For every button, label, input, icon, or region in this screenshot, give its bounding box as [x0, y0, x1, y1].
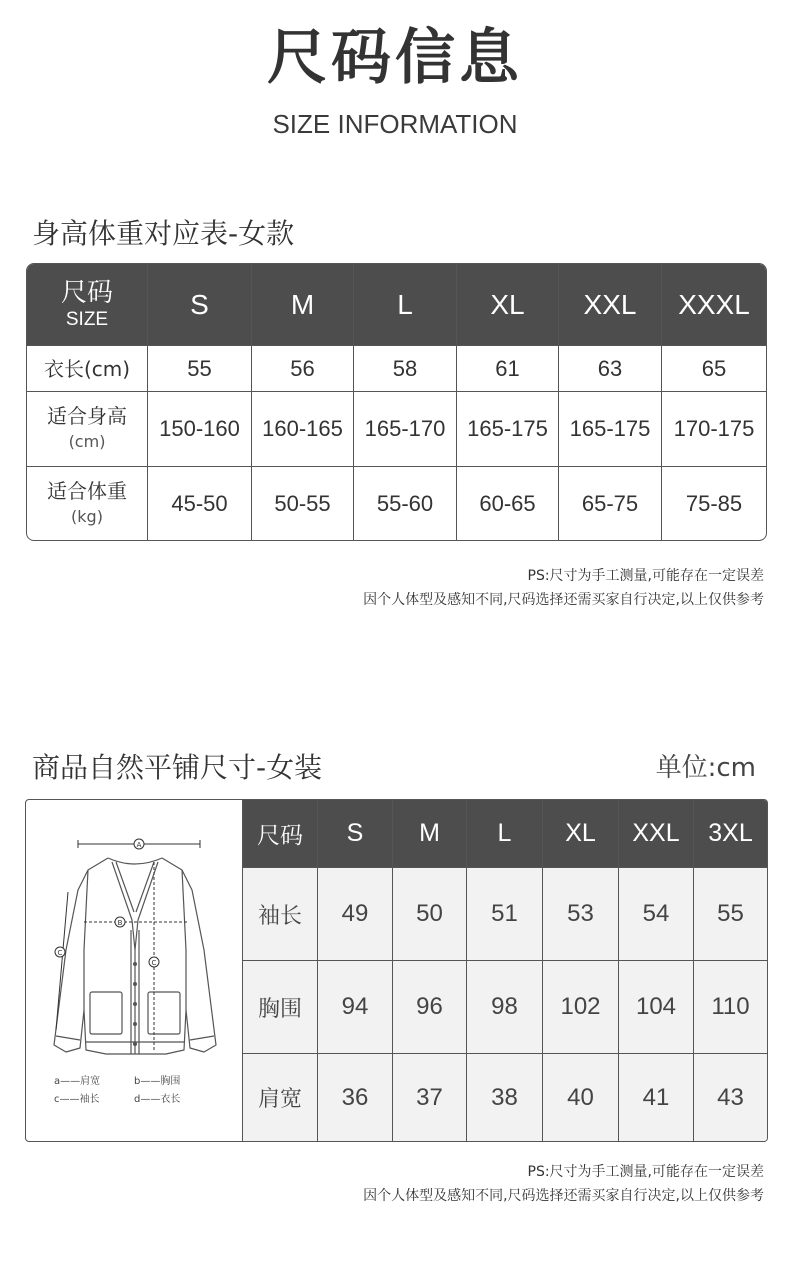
size-column-header: L	[354, 264, 457, 346]
note-line: PS:尺寸为手工测量,可能存在一定误差	[527, 568, 764, 584]
note-line: 因个人体型及感知不同,尺码选择还需买家自行决定,以上仅供参考	[363, 592, 764, 608]
table-cell: 61	[457, 346, 559, 392]
table-cell: 55-60	[354, 467, 457, 540]
table-row	[243, 1054, 767, 1141]
table-cell: 102	[543, 961, 619, 1054]
row-label: 适合身高	[47, 404, 127, 428]
size-column-header: XXL	[559, 264, 662, 346]
table-cell: 37	[393, 1054, 467, 1141]
table-header-row	[27, 264, 766, 346]
size-column-header: XXL	[619, 800, 694, 868]
size-column-header: M	[393, 800, 467, 868]
diagram-legend-b: b——胸围	[134, 1076, 181, 1087]
measurement-note-bottom	[363, 1160, 764, 1208]
table-cell: 110	[694, 961, 767, 1054]
table-row	[243, 868, 767, 961]
table-cell: 53	[543, 868, 619, 961]
table-cell: 75-85	[685, 490, 743, 516]
note-line: PS:尺寸为手工测量,可能存在一定误差	[527, 1164, 764, 1180]
table-cell: 63	[559, 346, 662, 392]
flat-size-panel	[25, 799, 768, 1142]
table-cell: 65	[662, 346, 766, 392]
row-unit: (cm)	[68, 432, 106, 451]
diagram-legend-a: a——肩宽	[54, 1076, 101, 1087]
table-cell: 45-50	[148, 467, 252, 540]
flat-table-heading: 商品自然平铺尺寸-女装	[32, 751, 323, 784]
row-unit: (kg)	[71, 506, 103, 526]
table-cell: 40	[543, 1054, 619, 1141]
table-cell: 36	[318, 1054, 393, 1141]
table-row	[243, 961, 767, 1054]
table-cell: 60-65	[457, 467, 559, 540]
table-row	[27, 467, 766, 540]
table-cell: 56	[252, 346, 354, 392]
cardigan-measurement-diagram	[26, 800, 243, 1141]
page-subtitle: SIZE INFORMATION	[272, 109, 518, 139]
marker-b: B	[117, 919, 123, 927]
size-column-header: 3XL	[694, 800, 767, 868]
size-column-header: XL	[543, 800, 619, 868]
fit-size-table	[26, 263, 767, 541]
table-cell: 160-165	[252, 392, 354, 467]
marker-c-length: C	[151, 959, 157, 967]
page-title: 尺码信息	[267, 23, 523, 93]
table-cell: 55	[148, 346, 252, 392]
table-cell: 98	[467, 961, 543, 1054]
table-cell: 170-175	[662, 392, 766, 467]
diagram-legend-d: d——衣长	[134, 1094, 181, 1105]
table-cell: 41	[619, 1054, 694, 1141]
size-header-label: 尺码	[60, 277, 113, 308]
table-cell: 58	[354, 346, 457, 392]
table-cell: 38	[467, 1054, 543, 1141]
row-label: 胸围	[243, 961, 318, 1054]
table-cell: 104	[619, 961, 694, 1054]
table-row	[27, 392, 766, 467]
table-cell: 43	[694, 1054, 767, 1141]
table-cell: 49	[318, 868, 393, 961]
size-column-header: L	[467, 800, 543, 868]
table-cell: 65-75	[559, 467, 662, 540]
size-column-header: XL	[457, 264, 559, 346]
table-cell: 55	[694, 868, 767, 961]
table-cell: 150-160	[148, 392, 252, 467]
fit-table-heading: 身高体重对应表-女款	[32, 217, 295, 250]
size-column-header: M	[252, 264, 354, 346]
measurement-note	[363, 564, 764, 612]
size-header-cell	[27, 264, 148, 346]
table-cell: 165-170	[354, 392, 457, 467]
table-cell: 165-175	[457, 392, 559, 467]
size-header-label: 尺码	[243, 800, 318, 868]
row-label: 肩宽	[243, 1054, 318, 1141]
row-label-cell	[27, 467, 148, 540]
size-column-header: S	[148, 264, 252, 346]
table-cell: 51	[467, 868, 543, 961]
unit-label: 单位:cm	[655, 753, 756, 783]
row-label: 衣长(cm)	[27, 346, 148, 392]
marker-a: A	[136, 841, 142, 849]
table-cell: 54	[619, 868, 694, 961]
note-line: 因个人体型及感知不同,尺码选择还需买家自行决定,以上仅供参考	[363, 1188, 764, 1204]
table-cell: 165-175	[559, 392, 662, 467]
size-header-label-en: SIZE	[65, 308, 109, 330]
marker-c-sleeve: C	[57, 949, 63, 957]
table-row	[27, 346, 766, 392]
row-label: 适合体重	[47, 478, 127, 503]
size-column-header: S	[318, 800, 393, 868]
row-label-cell	[27, 392, 148, 467]
table-cell: 96	[393, 961, 467, 1054]
row-label: 袖长	[243, 868, 318, 961]
flat-size-table	[243, 800, 767, 1141]
table-cell: 94	[318, 961, 393, 1054]
table-header-row	[243, 800, 767, 868]
table-cell: 50	[393, 868, 467, 961]
size-column-header: XXXL	[662, 264, 766, 346]
diagram-legend-c: c——袖长	[54, 1094, 100, 1105]
table-cell: 50-55	[252, 467, 354, 540]
